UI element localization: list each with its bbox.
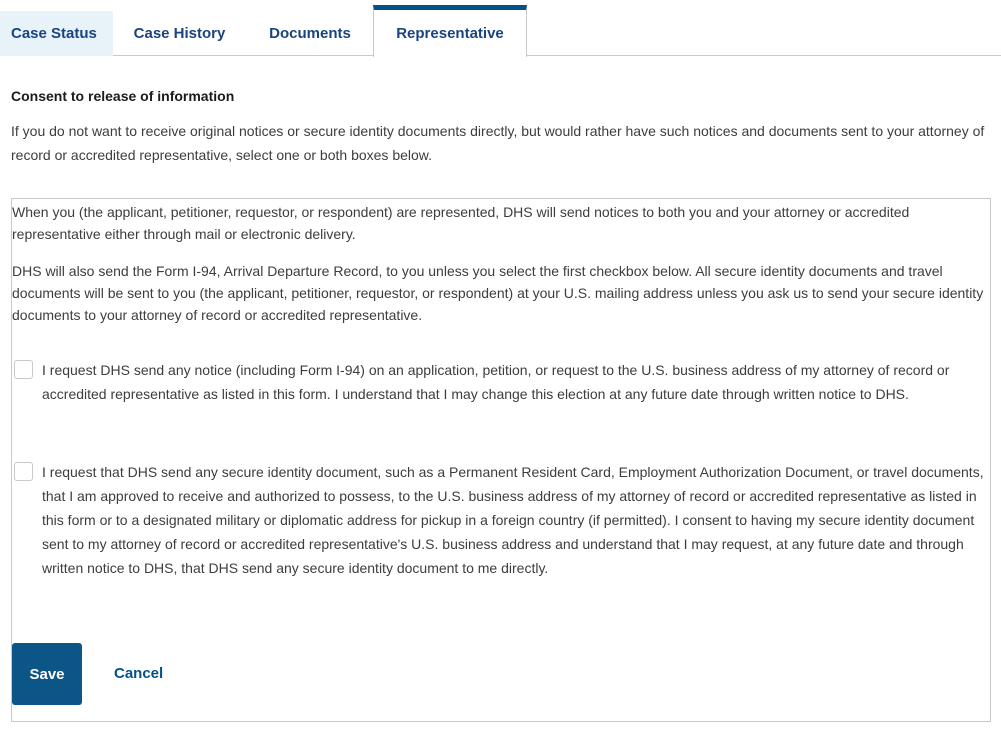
consent-panel	[11, 198, 991, 722]
identity-document-consent-checkbox[interactable]	[14, 462, 33, 481]
notice-consent-label[interactable]: I request DHS send any notice (including Form I-94) on an application, petition, or request to the U.S. business address of my attorney of record or accredited representative as listed in this form. I understand that I may change this election at any future date through written notice to DHS.	[42, 362, 950, 402]
tab-case-status[interactable]: Case Status	[0, 11, 113, 56]
panel-paragraph-representation: When you (the applicant, petitioner, requestor, or respondent) are represented, DHS will send notices to both you and your attorney or accredited representative either through mail or electronic delivery.	[12, 204, 910, 242]
section-title: Consent to release of information	[11, 88, 235, 104]
tab-case-history[interactable]: Case History	[133, 25, 226, 42]
tab-documents[interactable]: Documents	[269, 25, 351, 42]
notice-consent-checkbox[interactable]	[14, 360, 33, 379]
tab-bar	[0, 0, 1001, 56]
tab-representative[interactable]: Representative	[373, 5, 527, 57]
section-intro: If you do not want to receive original notices or secure identity documents directly, but would rather have such notices and documents sent to your attorney of record or accredited representative, select one or both boxes below.	[11, 123, 985, 163]
identity-document-consent-label[interactable]: I request that DHS send any secure identity document, such as a Permanent Resident Card, Employment Authorization Document, or travel documents, that I am approved to receive and authorized to possess, to the U.S. business address of my attorney of record or accredited representative as listed in this form or to a designated military or diplomatic address for pickup in a foreign country (if permitted). I consent to having my secure identity document sent to my attorney of record or accredited representative's U.S. business address and understand that I may request, at any future date and through written notice to DHS, that DHS send any secure identity document to me directly.	[42, 464, 984, 576]
panel-paragraph-i94: DHS will also send the Form I-94, Arrival Departure Record, to you unless you select the first checkbox below. All secure identity documents and travel documents will be sent to you (the applicant, petitioner, requestor, or respondent) at your U.S. mailing address unless you ask us to send your secure identity documents to your attorney of record or accredited representative.	[12, 263, 984, 323]
save-button[interactable]: Save	[12, 643, 82, 705]
cancel-link[interactable]: Cancel	[114, 665, 164, 682]
